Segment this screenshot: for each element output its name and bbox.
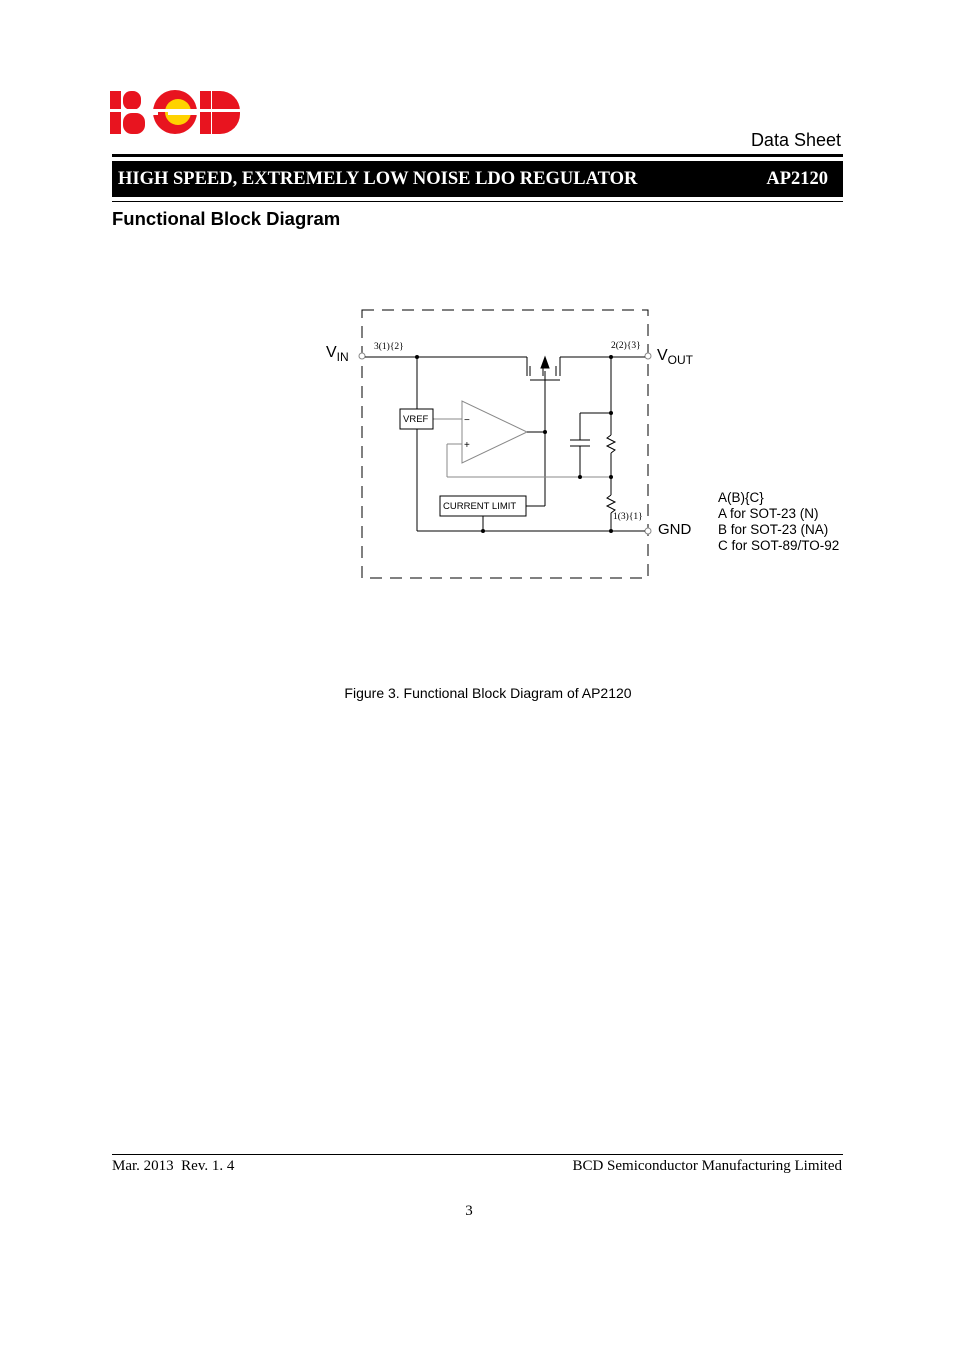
header-rule	[112, 154, 843, 157]
junction-dot	[609, 411, 613, 415]
svg-text:VOUT	[657, 347, 694, 367]
vin-subscript: IN	[336, 350, 349, 364]
vout-pin	[645, 353, 651, 359]
title-bar	[112, 161, 843, 197]
amp-minus: −	[464, 415, 470, 426]
legend-line: A for SOT-23 (N)	[718, 506, 819, 521]
junction-dot	[609, 475, 613, 479]
junction-dot	[609, 355, 613, 359]
vout-pin-number: 2(2){3}	[611, 341, 641, 351]
amp-plus: +	[464, 440, 470, 451]
gnd-pin-number: 1(3){1}	[613, 512, 643, 522]
vin-label: V	[326, 344, 337, 361]
legend-line: B for SOT-23 (NA)	[718, 522, 829, 537]
junction-dot	[609, 529, 613, 533]
doc-title: HIGH SPEED, EXTREMELY LOW NOISE LDO REGULATOR	[118, 169, 638, 189]
part-number: AP2120	[766, 169, 828, 189]
current-limit-label: CURRENT LIMIT	[443, 501, 517, 512]
junction-dot	[481, 529, 485, 533]
block-diagram	[300, 290, 860, 590]
logo-text: BCD	[108, 88, 111, 89]
footer-rule	[112, 1154, 843, 1155]
legend-line: A(B){C}	[718, 490, 764, 505]
header-rule-thin	[112, 201, 843, 202]
vout-label: V	[657, 347, 668, 364]
vout-subscript: OUT	[667, 353, 694, 367]
gnd-label: GND	[658, 521, 692, 538]
section-title: Functional Block Diagram	[112, 208, 341, 229]
gnd-pin	[645, 528, 651, 534]
error-amplifier	[462, 401, 527, 463]
vin-pin-number: 3(1){2}	[374, 342, 404, 352]
footer-company: BCD Semiconductor Manufacturing Limited	[572, 1158, 842, 1174]
bcd-logo	[108, 88, 242, 136]
footer-date-rev: Mar. 2013 Rev. 1. 4	[112, 1158, 235, 1174]
package-outline	[362, 310, 648, 578]
page-number: 3	[465, 1203, 473, 1219]
junction-dot	[415, 355, 419, 359]
doc-type-label: Data Sheet	[750, 130, 841, 150]
junction-dot	[543, 430, 547, 434]
legend-line: C for SOT-89/TO-92	[718, 538, 840, 553]
svg-text:VIN	[326, 344, 349, 364]
junction-dot	[578, 475, 582, 479]
vin-pin	[359, 353, 365, 359]
vref-label: VREF	[403, 414, 429, 425]
figure-caption: Figure 3. Functional Block Diagram of AP2120	[344, 685, 632, 701]
